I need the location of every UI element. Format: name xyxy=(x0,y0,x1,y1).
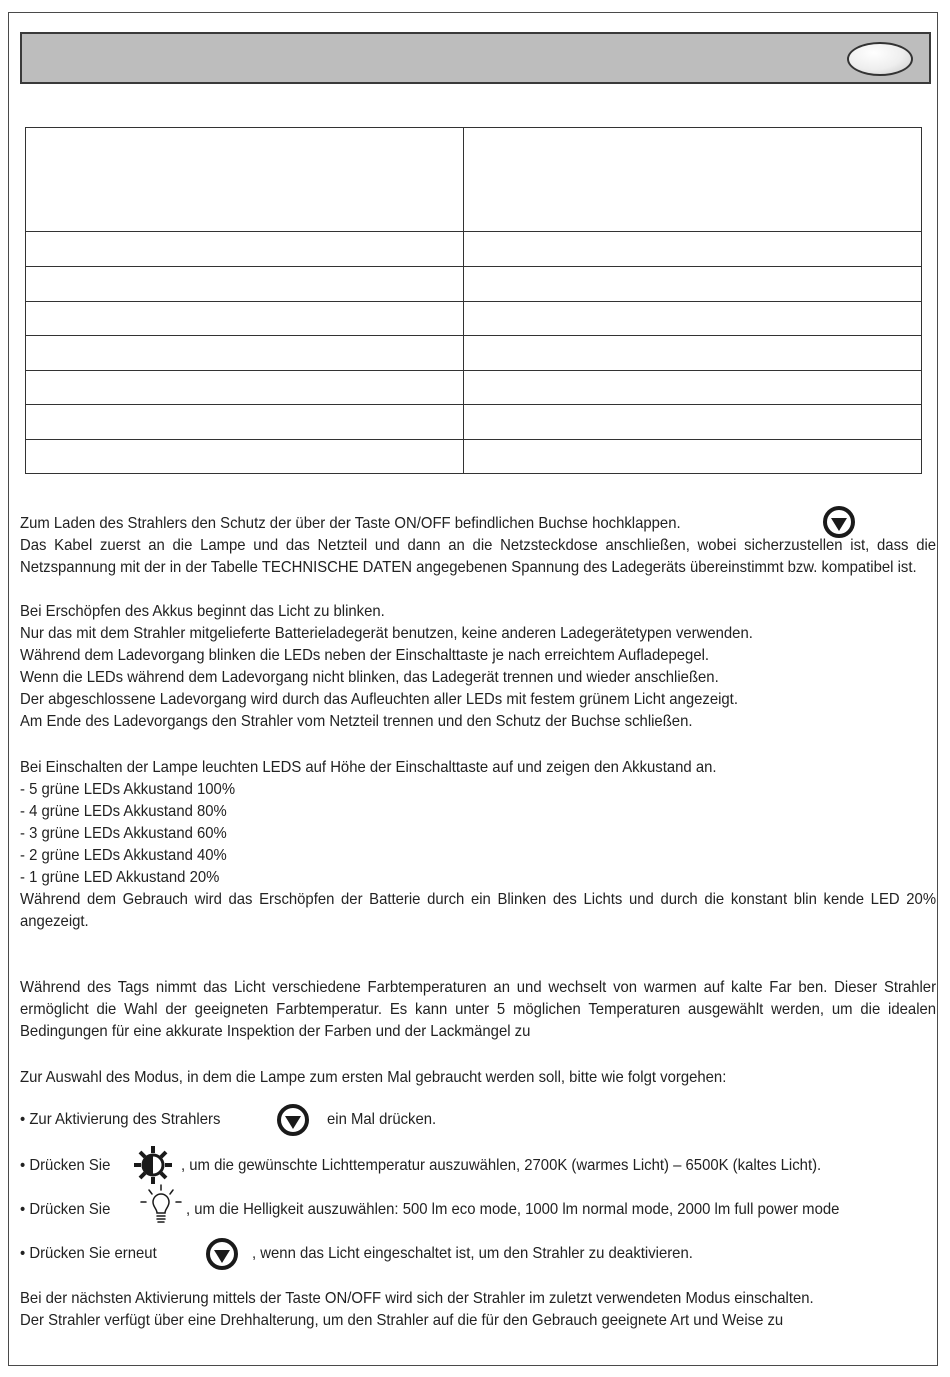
table-cell xyxy=(464,267,922,302)
charging-line-8: Am Ende des Ladevorgangs den Strahler vom Netzteil trennen und den Schutz der Buchse schließen. xyxy=(20,713,693,730)
mode-step-2-text: • Drücken Sie xyxy=(20,1157,111,1174)
table-cell xyxy=(464,232,922,267)
table-row xyxy=(26,302,922,336)
table-row xyxy=(26,267,922,302)
mode-footer-line-2: Der Strahler verfügt über eine Drehhalterung, um den Strahler auf die für den Gebrauch geeignete Art und Weise zu xyxy=(20,1312,784,1329)
power-button-icon xyxy=(275,1103,311,1137)
technical-data-table xyxy=(25,127,922,474)
mode-step-1-text: • Zur Aktivierung des Strahlers xyxy=(20,1111,221,1128)
mode-intro: Zur Auswahl des Modus, in dem die Lampe zum ersten Mal gebraucht werden soll, bitte wie folgt vorgehen: xyxy=(20,1069,727,1086)
mode-step-2-suffix: , um die gewünschte Lichttemperatur auszuwählen, 2700K (warmes Licht) – 6500K (kaltes Licht). xyxy=(181,1157,822,1174)
table-cell xyxy=(26,405,464,440)
table-cell xyxy=(26,267,464,302)
battery-usage-text: Während dem Gebrauch wird das Erschöpfen der Batterie durch ein Blinken des Lichts und durch die konstant blin kende LED 20% angezeigt. xyxy=(20,891,937,930)
table-cell xyxy=(464,371,922,405)
table-row xyxy=(26,371,922,405)
section-header-bar xyxy=(20,32,931,84)
battery-level-item: - 4 grüne LEDs Akkustand 80% xyxy=(20,803,227,820)
table-cell xyxy=(26,128,464,232)
table-cell xyxy=(464,336,922,371)
table-row xyxy=(26,128,922,232)
charging-line-7: Der abgeschlossene Ladevorgang wird durch das Aufleuchten aller LEDs mit festem grünem Licht angezeigt. xyxy=(20,691,738,708)
battery-level-item: - 1 grüne LED Akkustand 20% xyxy=(20,869,220,886)
battery-level-item: - 5 grüne LEDs Akkustand 100% xyxy=(20,781,236,798)
power-button-icon xyxy=(822,505,856,539)
table-cell xyxy=(464,405,922,440)
battery-level-item: - 2 grüne LEDs Akkustand 40% xyxy=(20,847,227,864)
header-oval-badge xyxy=(847,42,913,76)
power-button-icon xyxy=(203,1236,241,1272)
mode-step-3-suffix: , um die Helligkeit auszuwählen: 500 lm eco mode, 1000 lm normal mode, 2000 lm full power mode xyxy=(186,1201,840,1218)
table-cell xyxy=(26,371,464,405)
mode-footer-line-1: Bei der nächsten Aktivierung mittels der Taste ON/OFF wird sich der Strahler im zuletzt verwendeten Modus einschalten. xyxy=(20,1290,814,1307)
mode-step-1-suffix: ein Mal drücken. xyxy=(327,1111,437,1128)
charging-line-1: Zum Laden des Strahlers den Schutz der über der Taste ON/OFF befindlichen Buchse hochklappen. xyxy=(20,515,681,532)
battery-level-item: - 3 grüne LEDs Akkustand 60% xyxy=(20,825,227,842)
sun-moon-icon xyxy=(129,1145,177,1185)
table-row xyxy=(26,440,922,474)
charging-line-6: Wenn die LEDs während dem Ladevorgang nicht blinken, das Ladegerät trennen und wieder anschließen. xyxy=(20,669,719,686)
table-cell xyxy=(26,336,464,371)
mode-step-4-text: • Drücken Sie erneut xyxy=(20,1245,157,1262)
charging-line-3: Bei Erschöpfen des Akkus beginnt das Licht zu blinken. xyxy=(20,603,385,620)
table-cell xyxy=(464,440,922,474)
table-cell xyxy=(464,128,922,232)
table-row xyxy=(26,405,922,440)
mode-step-4-suffix: , wenn das Licht eingeschaltet ist, um den Strahler zu deaktivieren. xyxy=(252,1245,693,1262)
table-cell xyxy=(26,232,464,267)
charging-paragraph-2: Das Kabel zuerst an die Lampe und das Netzteil und dann an die Netzsteckdose anschließen, wobei sicherzustellen ist, dass die Netzspannung mit der in der Tabelle TECHNISCHE DATEN angegebenen Spannung des Ladegeräts übereinstimmt bzw. kompatibel ist. xyxy=(20,537,937,576)
battery-intro: Bei Einschalten der Lampe leuchten LEDS auf Höhe der Einschalttaste auf und zeigen den Akkustand an. xyxy=(20,759,717,776)
charging-line-4: Nur das mit dem Strahler mitgelieferte Batterieladegerät benutzen, keine anderen Ladegerätetypen verwenden. xyxy=(20,625,753,642)
table-row xyxy=(26,336,922,371)
color-temperature-paragraph: Während des Tags nimmt das Licht verschiedene Farbtemperaturen an und wechselt von warmen auf kalte Far ben. Dieser Strahler ermöglicht die Wahl der geeigneten Farbtemperatur. Es kann unter 5 möglichen Temperaturen ausgewählt werden, um die idealen Bedingungen für eine akkurate Inspektion der Farben und der Lackmängel zu xyxy=(20,979,937,1040)
table-cell xyxy=(26,440,464,474)
mode-step-3-text: • Drücken Sie xyxy=(20,1201,111,1218)
light-bulb-icon xyxy=(138,1183,184,1227)
table-cell xyxy=(26,302,464,336)
table-cell xyxy=(464,302,922,336)
table-row xyxy=(26,232,922,267)
charging-line-5: Während dem Ladevorgang blinken die LEDs neben der Einschalttaste je nach erreichtem Aufladepegel. xyxy=(20,647,710,664)
